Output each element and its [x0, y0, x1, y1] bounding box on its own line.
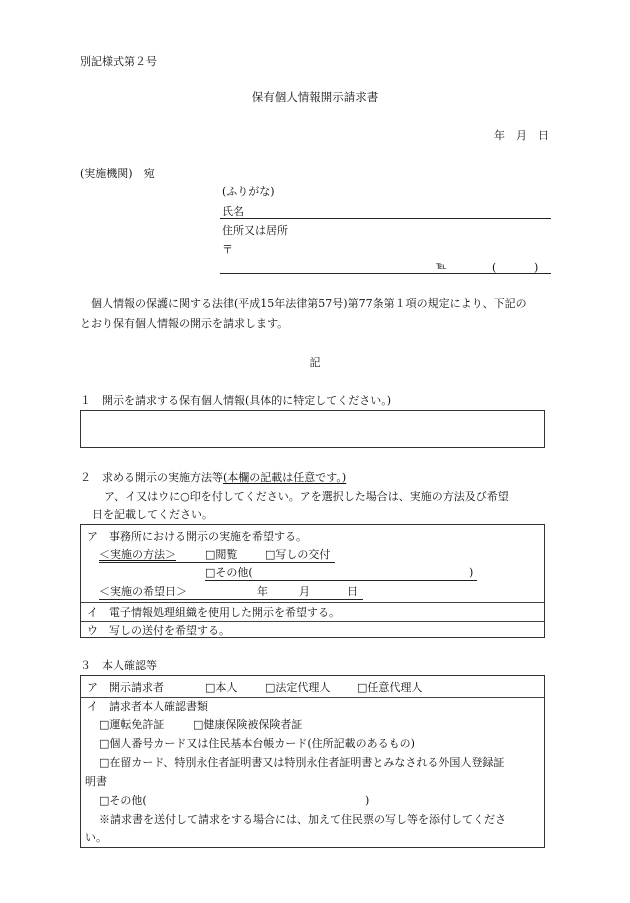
method-view-checkbox[interactable]: □閲覧 — [205, 548, 238, 561]
section2-note-1: ア、イ又はウに○印を付してください。アを選択した場合は、実施の方法及び希望 — [104, 490, 509, 503]
id-docs-label: イ 請求者本人確認書類 — [87, 700, 208, 713]
doc-license-checkbox[interactable]: □運転免許証 — [99, 718, 165, 731]
tel-icon: ℡ — [436, 261, 447, 272]
disclosure-method-table — [80, 524, 545, 638]
name-field-line[interactable] — [220, 218, 551, 219]
doc-insurance-checkbox[interactable]: □健康保険被保険者証 — [193, 718, 303, 731]
row-divider — [81, 621, 544, 622]
requester-label: ア 開示請求者 — [87, 681, 164, 694]
requester-legal-checkbox[interactable]: □法定代理人 — [265, 681, 331, 694]
addressee: (実施機関) 宛 — [80, 167, 155, 180]
doc-mynumber-checkbox[interactable]: □個人番号カード又は住民基本台帳カード(住所記載のあるもの) — [99, 737, 415, 750]
section2-note-2: 日を記載してください。 — [92, 508, 213, 521]
tel-paren-close: ) — [534, 261, 539, 274]
requester-self-checkbox[interactable]: □本人 — [205, 681, 238, 694]
address-field-line[interactable] — [220, 273, 551, 274]
mail-note-line-1: ※請求書を送付して請求をする場合には、加えて住民票の写し等を添付してくださ — [99, 813, 506, 826]
doc-other-close: ) — [365, 794, 370, 807]
method-other-close: ) — [469, 566, 474, 579]
info-request-field[interactable] — [80, 410, 545, 448]
tel-paren-open: ( — [492, 261, 497, 274]
ki-heading: 記 — [309, 356, 321, 369]
method-label: ＜実施の方法＞ — [99, 548, 176, 561]
date-day: 日 — [347, 585, 358, 598]
postal-mark: 〒 — [222, 243, 233, 256]
mail-note-line-2: い。 — [85, 831, 107, 844]
section3-heading: ３ 本人確認等 — [80, 659, 157, 672]
intro-line-1: 個人情報の保護に関する法律(平成15年法律第57号)第77条第１項の規定により、下記の — [80, 297, 527, 310]
doc-other-checkbox[interactable]: □その他( — [99, 794, 147, 807]
method-other-checkbox[interactable]: □その他( — [205, 566, 253, 579]
identity-table — [80, 675, 545, 848]
section2-heading — [80, 472, 346, 483]
address-label: 住所又は居所 — [222, 224, 288, 237]
date-field-line[interactable] — [99, 599, 363, 600]
furigana-label: (ふりがな) — [222, 185, 275, 198]
section2-heading-optional: (本欄の記載は任意です。) — [223, 471, 347, 484]
option-u-mail[interactable]: ウ 写しの送付を希望する。 — [87, 624, 230, 637]
date-year: 年 — [257, 585, 268, 598]
section2-heading-prefix: ２ 求める開示の実施方法等 — [80, 471, 223, 484]
option-a-office[interactable]: ア 事務所における開示の実施を希望する。 — [87, 530, 307, 543]
date-label: ＜実施の希望日＞ — [99, 585, 187, 598]
name-label: 氏名 — [222, 205, 244, 218]
row-divider — [81, 697, 544, 698]
method-other-line[interactable] — [205, 580, 477, 581]
doc-residence-line-2: 明書 — [85, 775, 107, 788]
section1-heading: １ 開示を請求する保有個人情報(具体的に特定してください。) — [80, 394, 392, 407]
method-underline — [99, 562, 335, 563]
option-i-electronic[interactable]: イ 電子情報処理組織を使用した開示を希望する。 — [87, 606, 340, 619]
method-copy-checkbox[interactable]: □写しの交付 — [265, 548, 331, 561]
date-line: 年 月 日 — [494, 129, 549, 142]
page-title: 保有個人情報開示請求書 — [251, 90, 379, 104]
date-month: 月 — [299, 585, 310, 598]
requester-voluntary-checkbox[interactable]: □任意代理人 — [357, 681, 423, 694]
row-divider — [81, 602, 544, 603]
doc-residence-checkbox[interactable]: □在留カード、特別永住者証明書又は特別永住者証明書とみなされる外国人登録証 — [99, 756, 505, 769]
form-number: 別記様式第２号 — [80, 55, 157, 68]
intro-line-2: とおり保有個人情報の開示を請求します。 — [80, 317, 289, 330]
